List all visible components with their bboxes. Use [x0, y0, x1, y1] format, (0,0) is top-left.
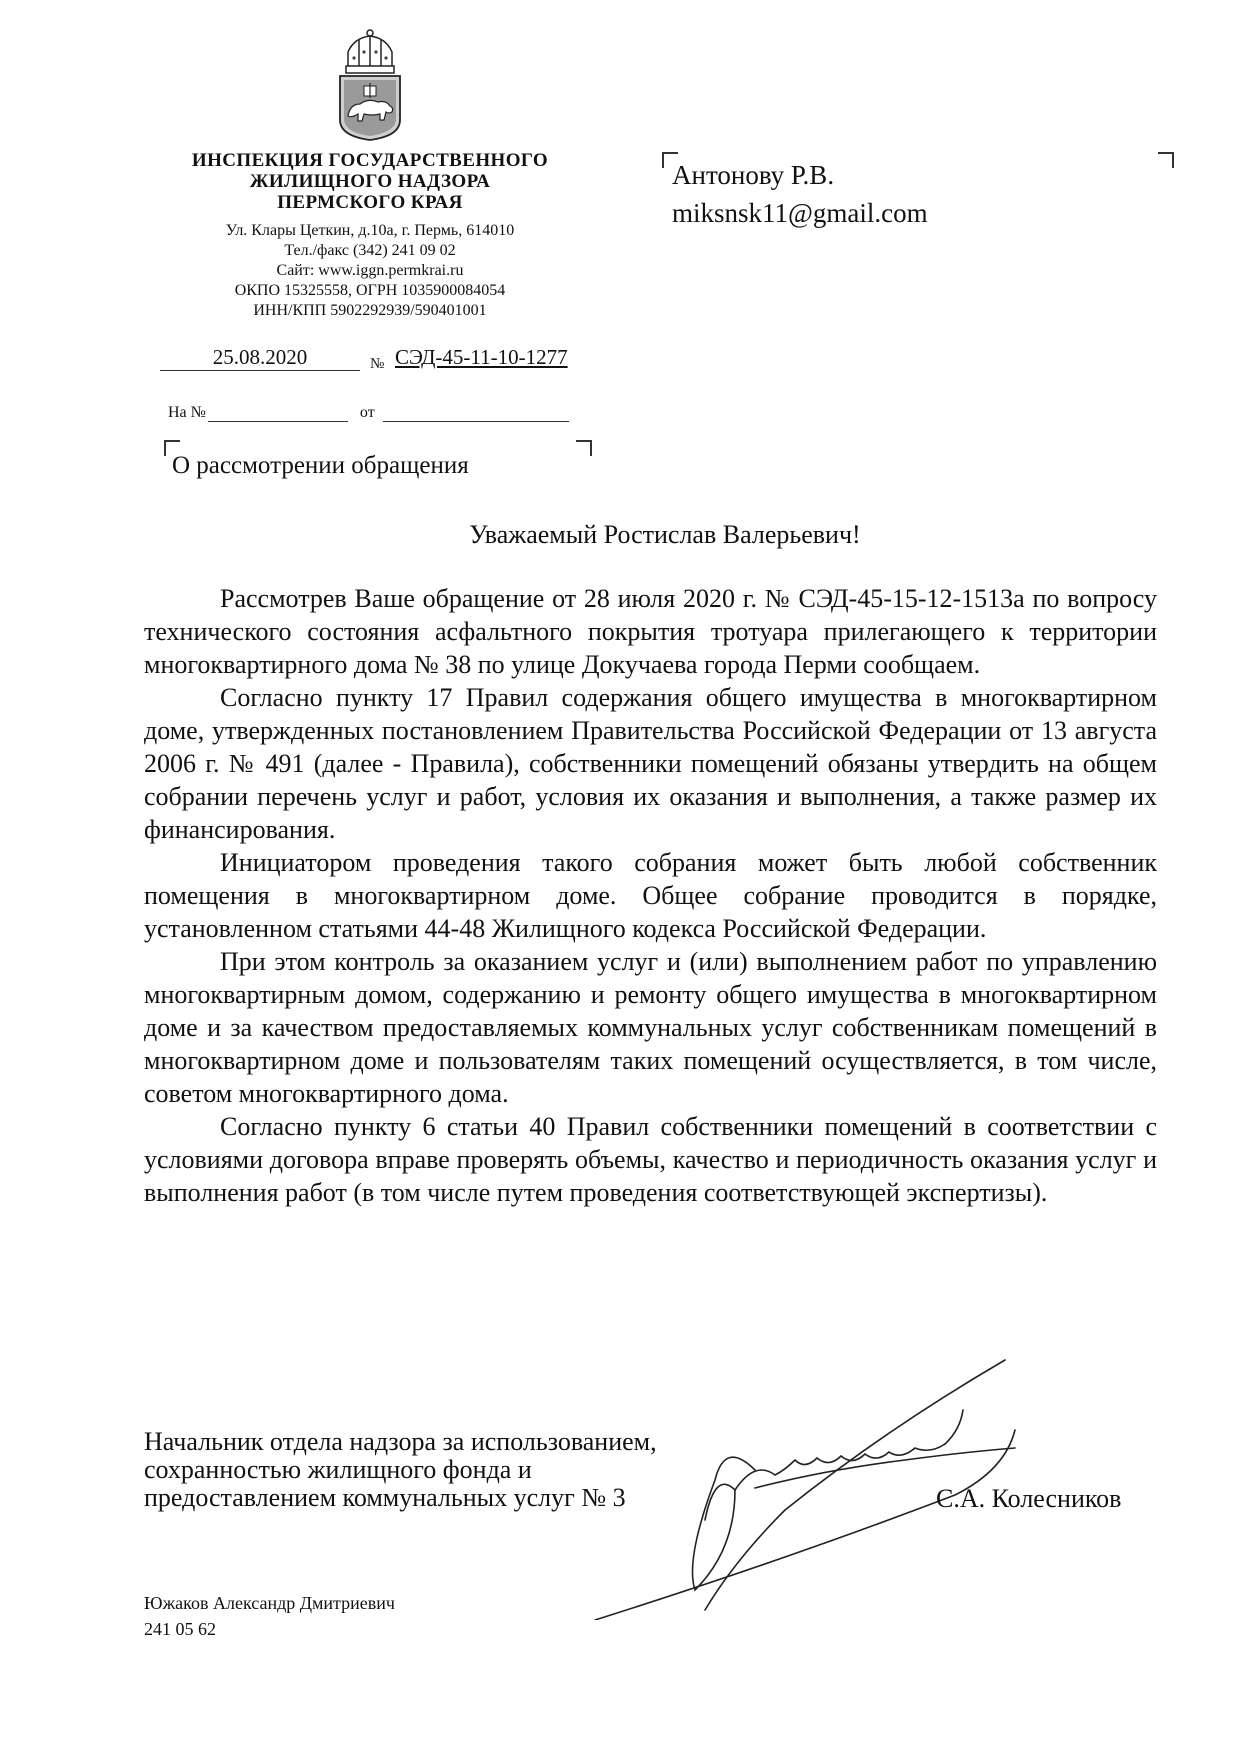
org-okpo-ogrn: ОКПО 15325558, ОГРН 1035900084054: [234, 282, 506, 299]
recipient-block: [672, 156, 928, 232]
org-name-line-3: ПЕРМСКОГО КРАЯ: [277, 192, 463, 213]
registration-date: 25.08.2020: [160, 344, 360, 371]
reference-number-blank: [208, 407, 348, 422]
org-address: Ул. Клары Цеткин, д.10а, г. Пермь, 614010: [225, 222, 515, 239]
signatory-name: С.А. Колесников: [936, 1484, 1122, 1513]
organization-name: [160, 150, 580, 213]
letter-body: [144, 582, 1157, 1209]
body-paragraph-3: Инициатором проведения такого собрания может быть любой собственник помещения в многоквартирном доме. Общее собрание проводится в порядке, установленном статьями 44-48 Жилищного кодекса Российской Федерации.: [144, 848, 1157, 943]
signatory-title: [144, 1428, 657, 1512]
executor-name: Южаков Александр Дмитриевич: [144, 1593, 395, 1613]
subject-corner-mark-right: [576, 440, 592, 456]
reference-number-label: На №: [168, 404, 206, 421]
signatory-title-line-2: сохранностью жилищного фонда и: [144, 1455, 532, 1484]
org-name-line-2: ЖИЛИЩНОГО НАДЗОРА: [249, 171, 491, 192]
registration-number: СЭД-45-11-10-1277: [395, 345, 568, 369]
letter-subject: О рассмотрении обращения: [172, 452, 469, 479]
signatory-title-line-3: предоставлением коммунальных услуг № 3: [144, 1483, 626, 1512]
recipient-corner-mark-right: [1158, 152, 1174, 168]
org-website: Сайт: www.iggn.permkrai.ru: [276, 262, 464, 279]
registration-number-label: №: [370, 356, 385, 372]
recipient-email: miksnsk11@gmail.com: [672, 198, 928, 228]
organization-header: [160, 150, 580, 321]
handwritten-signature: [585, 1320, 1145, 1620]
coat-of-arms-emblem: [334, 28, 406, 142]
org-inn-kpp: ИНН/КПП 5902292939/590401001: [253, 302, 487, 319]
body-paragraph-4: При этом контроль за оказанием услуг и (или) выполнением работ по управлению многоквартирным домом, содержанию и ремонту общего имущества в многоквартирном доме и за качеством предоставляемых коммунальных услуг собственникам помещений в многоквартирном доме и пользователям таких помещений осуществляется, в том числе, советом многоквартирного дома.: [144, 947, 1157, 1108]
recipient-name: Антонову Р.В.: [672, 160, 835, 190]
org-name-line-1: ИНСПЕКЦИЯ ГОСУДАРСТВЕННОГО: [191, 150, 549, 171]
executor-phone: 241 05 62: [144, 1619, 216, 1639]
reference-line: [168, 404, 569, 422]
signatory-title-line-1: Начальник отдела надзора за использованием,: [144, 1427, 657, 1456]
reference-from-label: от: [359, 404, 375, 421]
body-paragraph-2: Согласно пункту 17 Правил содержания общего имущества в многоквартирном доме, утвержденных постановлением Правительства Российской Федерации от 13 августа 2006 г. № 491 (далее - Правила), собственники помещений обязаны утвердить на общем собрании перечень услуг и работ, условия их оказания и выполнения, а также размер их финансирования.: [144, 683, 1157, 844]
letter-greeting: Уважаемый Ростислав Валерьевич!: [469, 520, 861, 549]
body-paragraph-5: Согласно пункту 6 статьи 40 Правил собственники помещений в соответствии с условиями договора вправе проверять объемы, качество и периодичность оказания услуг и выполнения работ (в том числе путем проведения соответствующей экспертизы).: [144, 1112, 1157, 1207]
body-paragraph-1: Рассмотрев Ваше обращение от 28 июля 2020 г. № СЭД-45-15-12-1513а по вопросу технического состояния асфальтного покрытия тротуара прилегающего к территории многоквартирного дома № 38 по улице Докучаева города Перми сообщаем.: [144, 584, 1157, 679]
executor-block: [144, 1590, 395, 1642]
reference-date-blank: [383, 407, 569, 422]
org-phone: Тел./факс (342) 241 09 02: [284, 242, 456, 259]
